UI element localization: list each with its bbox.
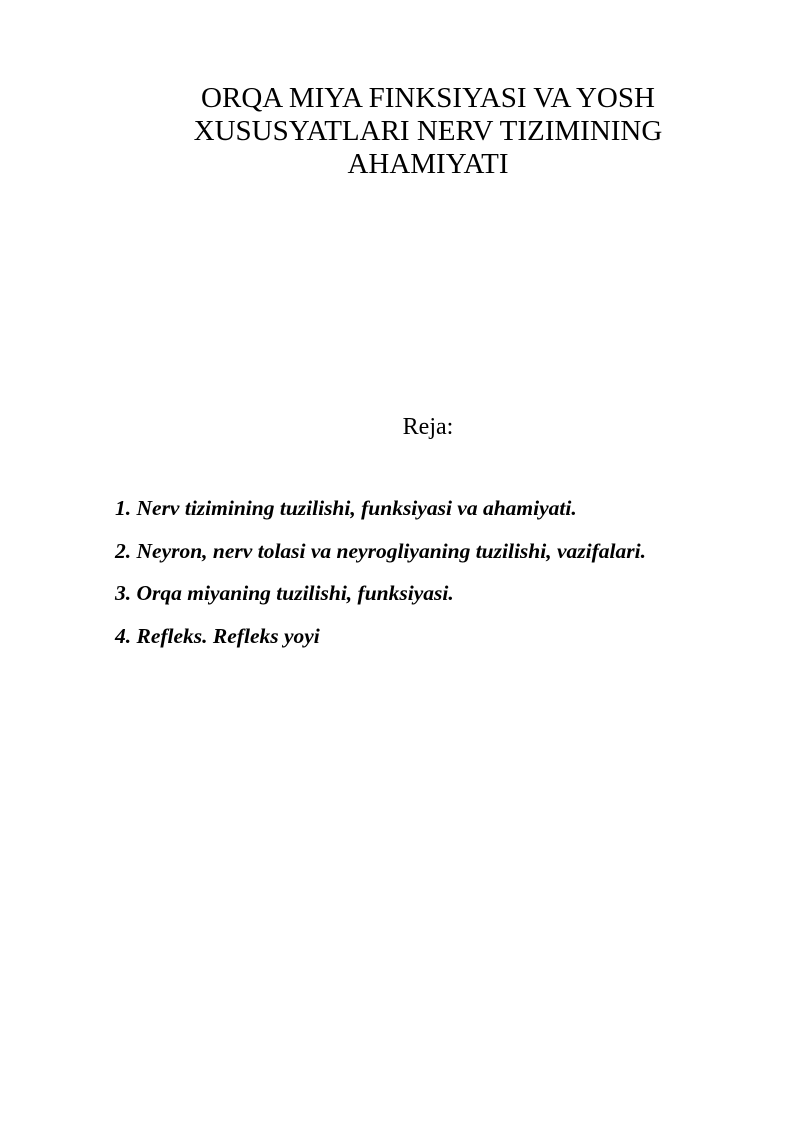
plan-list [115, 494, 755, 664]
plan-item-1: 1. Nerv tizimining tuzilishi, funksiyasi va ahamiyati. [115, 496, 577, 520]
title-line-1: ORQA MIYA FINKSIYASI VA YOSH [201, 82, 655, 114]
plan-item-2: 2. Neyron, nerv tolasi va neyrogliyaning tuzilishi, vazifalari. [115, 538, 646, 563]
plan-item-4: 4. Refleks. Refleks yoyi [115, 623, 320, 648]
plan-heading: Reja: [402, 414, 454, 440]
title-line-3: AHAMIYATI [347, 148, 509, 180]
title-line-2: XUSUSYATLARI NERV TIZIMINING [193, 115, 663, 147]
page-title [150, 82, 706, 181]
plan-item-3: 3. Orqa miyaning tuzilishi, funksiyasi. [115, 581, 454, 605]
